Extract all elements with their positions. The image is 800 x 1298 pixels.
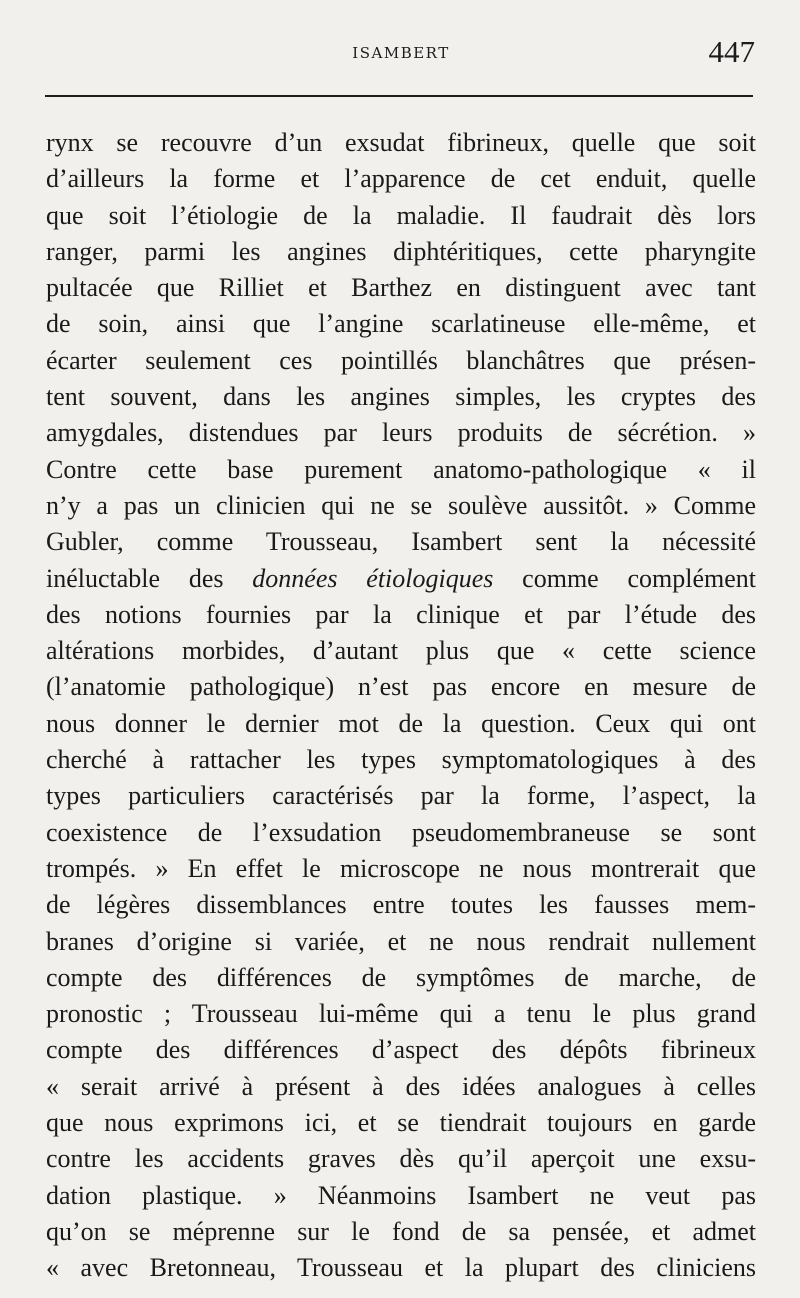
page-header (45, 34, 757, 74)
text-segment: comme complément (493, 563, 756, 593)
text-line: n’y a pas un clinicien qui ne se soulève aussitôt. » Comme (46, 490, 756, 520)
text-line: de légères dissemblances entre toutes les fausses mem- (46, 890, 756, 920)
text-line: écarter seulement ces pointillés blanchâtres que présen- (46, 345, 756, 375)
text-line: rynx se recouvre d’un exsudat fibrineux, quelle que soit (46, 128, 756, 157)
text-line: « avec Bretonneau, Trousseau et la plupart des cliniciens (46, 1253, 756, 1283)
text-line: de soin, ainsi que l’angine scarlatineuse elle-même, et (46, 309, 756, 339)
text-line: que soit l’étiologie de la maladie. Il faudrait dès lors (46, 200, 756, 230)
text-line: altérations morbides, d’autant plus que « cette science (46, 636, 756, 666)
text-line: pronostic ; Trousseau lui-même qui a tenu le plus grand (46, 999, 756, 1029)
text-line: Gubler, comme Trousseau, Isambert sent la nécessité (46, 527, 756, 557)
text-segment: inéluctable des (46, 563, 253, 593)
text-line: contre les accidents graves dès qu’il aperçoit une exsu- (46, 1144, 756, 1174)
text-line (46, 561, 756, 597)
body-text (46, 125, 756, 1287)
text-line: dation plastique. » Néanmoins Isambert ne veut pas (46, 1180, 756, 1210)
text-line: d’ailleurs la forme et l’apparence de cet enduit, quelle (46, 164, 756, 194)
header-rule (45, 95, 753, 97)
text-line: (l’anatomie pathologique) n’est pas encore en mesure de (46, 672, 756, 702)
text-line: amygdales, distendues par leurs produits de sécrétion. » (46, 418, 756, 448)
text-line: pultacée que Rilliet et Barthez en distinguent avec tant (46, 273, 756, 303)
text-line: cherché à rattacher les types symptomatologiques à des (46, 745, 756, 775)
italic-segment: données étiologiques (252, 563, 494, 593)
running-head: ISAMBERT (352, 44, 450, 62)
text-line: coexistence de l’exsudation pseudomembraneuse se sont (46, 817, 756, 847)
text-line: que nous exprimons ici, et se tiendrait toujours en garde (46, 1108, 756, 1138)
text-line: nous donner le dernier mot de la question. Ceux qui ont (46, 708, 756, 738)
text-line: branes d’origine si variée, et ne nous rendrait nullement (46, 926, 756, 956)
text-line: qu’on se méprenne sur le fond de sa pensée, et admet (46, 1216, 756, 1246)
text-line: types particuliers caractérisés par la forme, l’aspect, la (46, 781, 756, 811)
text-line: « serait arrivé à présent à des idées analogues à celles (46, 1071, 756, 1101)
text-line: des notions fournies par la clinique et par l’étude des (46, 599, 756, 629)
text-line: compte des différences d’aspect des dépôts fibrineux (46, 1035, 756, 1065)
text-line: tent souvent, dans les angines simples, les cryptes des (46, 382, 756, 412)
page-number: 447 (708, 34, 755, 69)
text-line: ranger, parmi les angines diphtéritiques, cette pharyngite (46, 236, 756, 266)
text-line: Contre cette base purement anatomo-pathologique « il (46, 454, 756, 484)
text-line: trompés. » En effet le microscope ne nous montrerait que (46, 853, 756, 883)
text-line: compte des différences de symptômes de marche, de (46, 962, 756, 992)
